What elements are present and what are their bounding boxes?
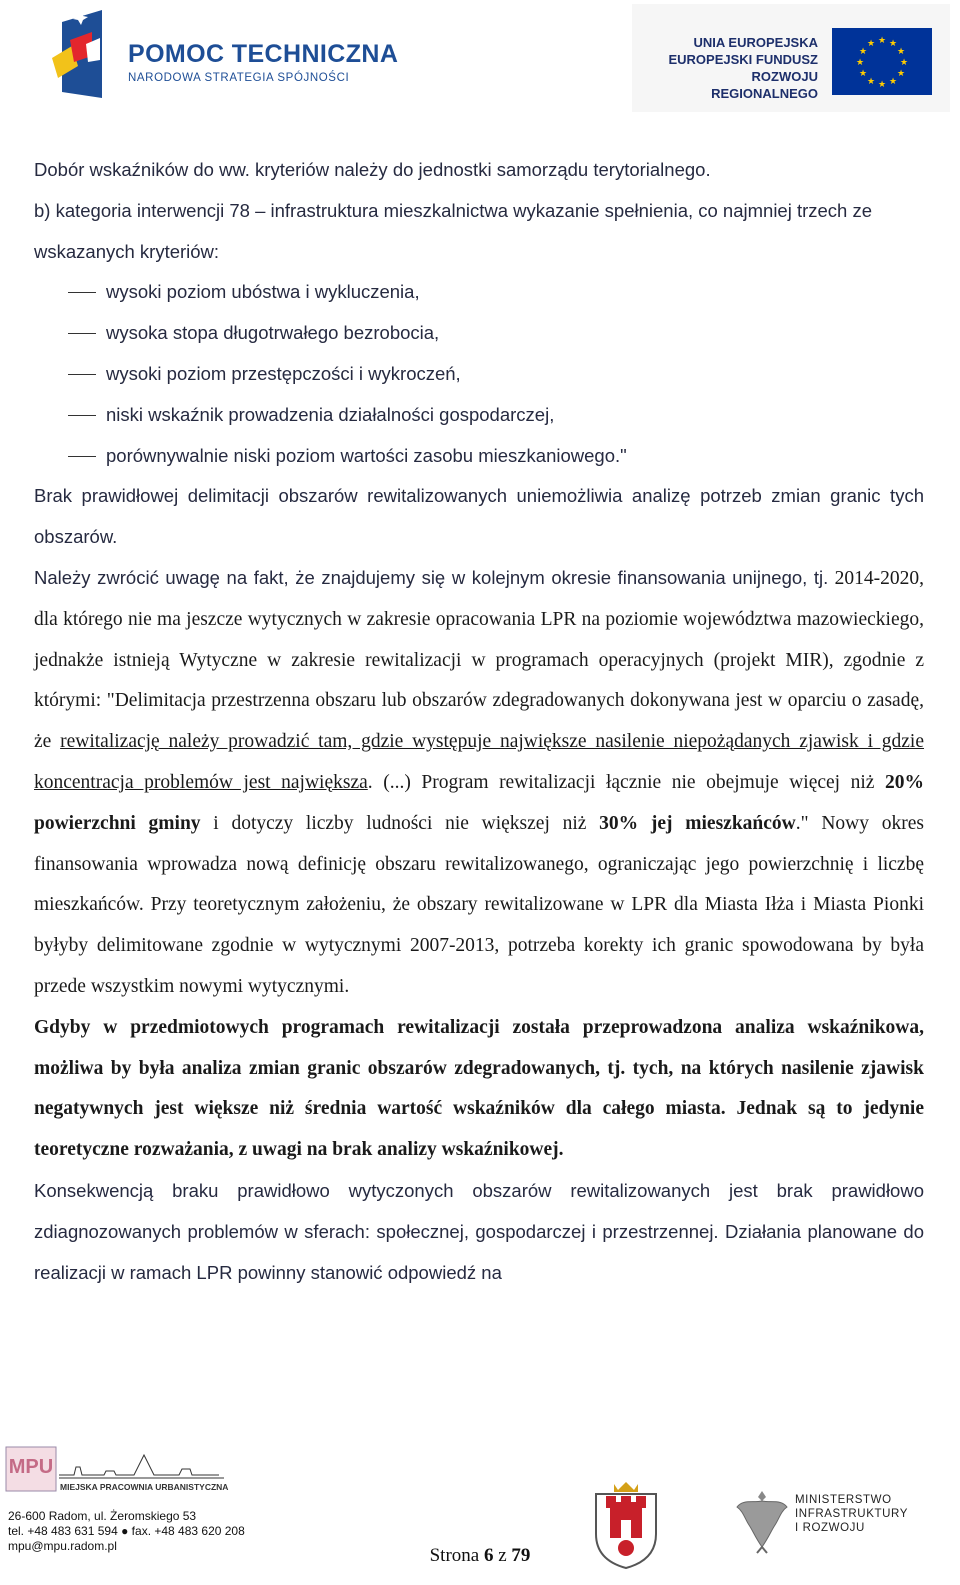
p5-bold-text: Gdyby w przedmiotowych programach rewitalizacji została przeprowadzona analiza wskaźnikowa, możliwa by była analiza zmian granic obszarów zdegradowanych, tj. tych, na których nasilenie zjawisk negatywnych jest większe niż średnia wartość wskaźników dla całego miasta. Jednak są to jedynie teoretyczne rozważania, z uwagi na brak analizy wskaźnikowej.	[34, 1016, 924, 1161]
eu-line-2: EUROPEJSKI FUNDUSZ	[668, 52, 818, 67]
ministry-line-2: INFRASTRUKTURY	[795, 1508, 908, 1520]
mpu-name-text: MIEJSKA PRACOWNIA URBANISTYCZNA	[60, 1482, 229, 1492]
dash-bullet	[68, 292, 96, 293]
p4-part-b: 2014-2020, dla którego nie ma jeszcze wytycznych w zakresie opracowania LPR na poziomie województwa mazowieckiego, jednakże istnieją Wytyczne w zakresie rewitalizacji w programach operacyjnych (projekt MIR), zgodnie z którymi: "Delimitacja przestrzenna obszaru lub obszarów zdegradowanych dokonywana jest w oparciu o zasadę, że	[34, 567, 925, 753]
page-label: Strona	[429, 1545, 480, 1566]
p4-part-d: i dotyczy liczby ludności nie większej niż	[200, 812, 600, 834]
eu-flag-icon	[832, 28, 932, 95]
address-line-2: tel. +48 483 631 594 ● fax. +48 483 620 208	[8, 1524, 245, 1538]
page-current: 6	[483, 1545, 494, 1566]
list-item	[34, 272, 924, 313]
list-item-text: wysoka stopa długotrwałego bezrobocia,	[106, 322, 440, 344]
paragraph-new-financing-period	[34, 558, 924, 1008]
p4-bold-area: 20% powierzchni gminy	[34, 771, 924, 834]
mpu-emblem-icon	[4, 1445, 234, 1495]
svg-text:★: ★	[899, 58, 909, 68]
list-item-text: wysoki poziom ubóstwa i wykluczenia,	[106, 281, 420, 303]
list-item	[34, 313, 924, 354]
address-line-1: 26-600 Radom, ul. Żeromskiego 53	[8, 1509, 197, 1523]
list-item-text: wysoki poziom przestępczości i wykroczeń,	[106, 362, 461, 384]
paragraph-indicator-analysis	[34, 1008, 924, 1171]
dash-bullet	[68, 415, 96, 416]
svg-text:★: ★	[888, 77, 898, 87]
svg-text:★: ★	[858, 47, 868, 57]
p4-part-a: Należy zwrócić uwagę na fakt, że znajdujemy się w kolejnym okresie finansowania unijnego, tj.	[34, 566, 829, 588]
ministry-name	[795, 1493, 908, 1535]
list-item	[34, 395, 924, 436]
list-item	[34, 354, 924, 395]
svg-text:★: ★	[866, 39, 876, 49]
svg-text:★: ★	[888, 39, 898, 49]
address-line-3: mpu@mpu.radom.pl	[8, 1539, 117, 1553]
p4-bold-residents: 30% jej mieszkańców	[599, 812, 796, 834]
svg-text:★: ★	[866, 77, 876, 87]
list-item-text: porównywalnie niski poziom wartości zasobu mieszkaniowego."	[106, 444, 627, 466]
paragraph-selection-of-indicators: Dobór wskaźników do ww. kryteriów należy do jednostki samorządu terytorialnego.	[34, 159, 711, 180]
p4-part-f: Przy teoretycznym założeniu, że obszary rewitalizowane w LPR dla Miasta Iłża i Miasta Pionki byłyby delimitowane zgodnie w wytycznymi 2007-2013, potrzeba korekty ich granic spowodowana by była przede wszystkim nowymi wytycznymi.	[34, 894, 924, 997]
list-item-text: niski wskaźnik prowadzenia działalności gospodarczej,	[106, 403, 555, 425]
svg-text:★: ★	[896, 47, 906, 57]
svg-text:★: ★	[877, 36, 887, 46]
eu-line-1: UNIA EUROPEJSKA	[693, 35, 818, 50]
svg-text:★: ★	[858, 69, 868, 79]
svg-text:★: ★	[855, 58, 865, 68]
pomoc-techniczna-logo	[48, 10, 399, 100]
p4-part-c: . (...) Program rewitalizacji łącznie nie obejmuje więcej niż	[367, 771, 885, 793]
paragraph-category-78: b) kategoria interwencji 78 – infrastruktura mieszkalnictwa wykazanie spełnienia, co najmniej trzech ze wskazanych kryteriów:	[34, 199, 873, 262]
dash-bullet	[68, 333, 96, 334]
document-body	[34, 150, 924, 1293]
paragraph-consequences: Konsekwencją braku prawidłowo wytyczonych obszarów rewitalizowanych jest brak prawidłowo zdiagnozowanych problemów w sferach: społecznej, gospodarczej i przestrzennej. Działania planowane do realizacji w ramach LPR powinny stanowić odpowiedź na	[34, 1179, 924, 1283]
eu-logo	[632, 4, 950, 112]
p4-part-e: ." Nowy okres finansowania wprowadza nową definicję obszaru rewitalizowanego, ograniczając jego powierzchnię i liczbę mieszkańców.	[34, 812, 924, 916]
page-header	[0, 0, 960, 125]
eu-logo-text	[650, 34, 818, 102]
svg-text:★: ★	[896, 69, 906, 79]
pomoc-techniczna-emblem-icon	[48, 10, 118, 100]
p4-underlined: rewitalizację należy prowadzić tam, gdzie występuje największe nasilenie niepożądanych zjawisk i gdzie koncentracja problemów jest największa	[34, 731, 925, 793]
ministry-line-3: I ROZWOJU	[795, 1522, 865, 1534]
paragraph-delimitation: Brak prawidłowej delimitacji obszarów rewitalizowanych uniemożliwia analizę potrzeb zmian granic tych obszarów.	[34, 485, 924, 548]
ministry-line-1: MINISTERSTWO	[795, 1494, 892, 1506]
pomoc-techniczna-subtitle: NARODOWA STRATEGIA SPÓJNOŚCI	[128, 72, 350, 84]
pomoc-techniczna-title: POMOC TECHNICZNA	[128, 40, 399, 68]
dash-bullet	[68, 456, 96, 457]
mpu-mark-text: MPU	[8, 1456, 54, 1478]
eu-line-3: ROZWOJU REGIONALNEGO	[711, 69, 818, 101]
page-number	[0, 1545, 960, 1567]
list-item	[34, 436, 924, 477]
criteria-list	[34, 272, 924, 476]
mpu-logo	[4, 1445, 245, 1553]
svg-text:★: ★	[877, 80, 887, 90]
dash-bullet	[68, 374, 96, 375]
page-total: 79	[511, 1545, 531, 1566]
page-separator: z	[498, 1545, 507, 1566]
